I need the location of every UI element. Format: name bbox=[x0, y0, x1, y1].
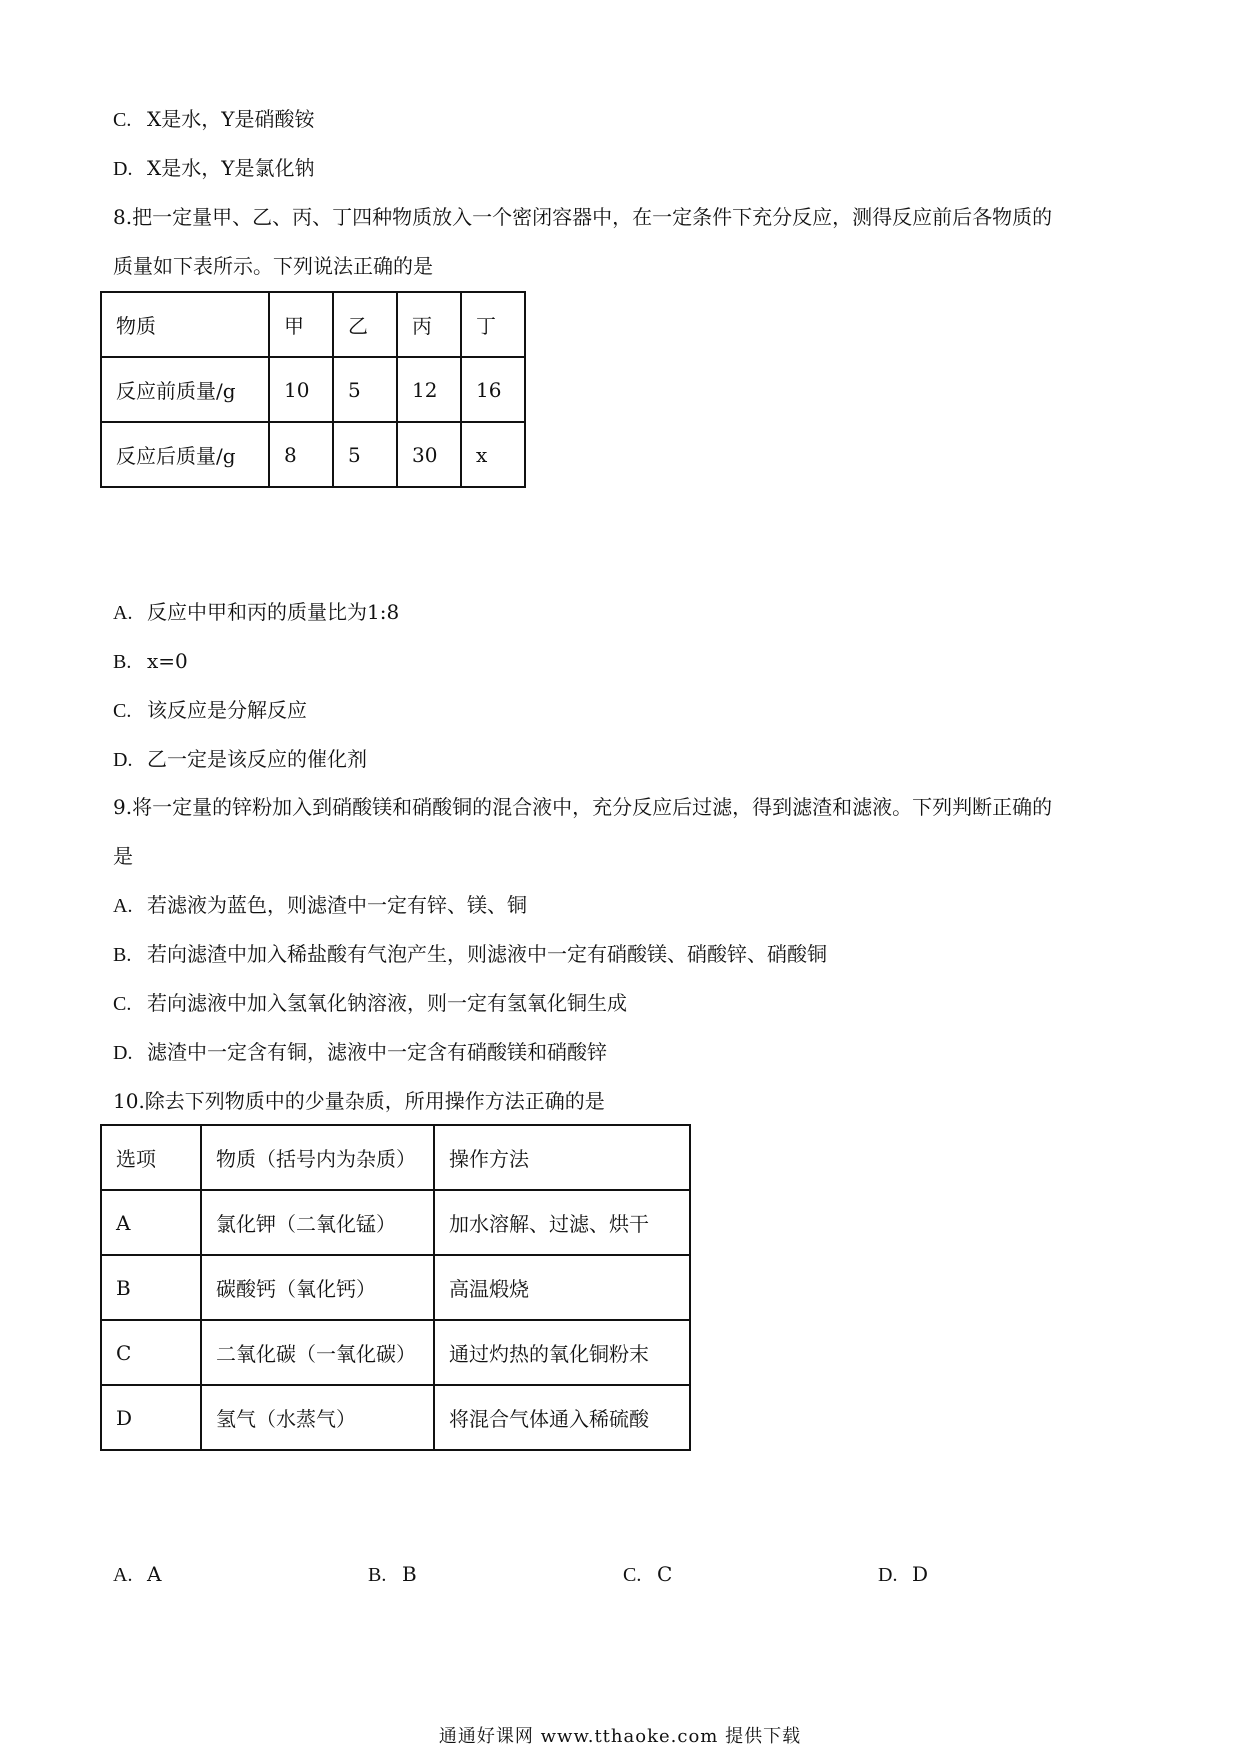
q8-stem-line1: 8.把一定量甲、乙、丙、丁四种物质放入一个密闭容器中，在一定条件下充分反应，测得反应前后各物质的 bbox=[113, 205, 1053, 229]
table-cell: 10 bbox=[269, 357, 333, 422]
q8-option-a bbox=[113, 598, 399, 627]
option-letter: A. bbox=[113, 895, 133, 917]
option-text: 该反应是分解反应 bbox=[147, 698, 307, 722]
table-cell: 16 bbox=[461, 357, 525, 422]
q8-option-b bbox=[113, 647, 188, 676]
table-cell: 5 bbox=[333, 357, 397, 422]
q10-choice-a bbox=[113, 1562, 161, 1587]
option-d-prev bbox=[113, 154, 314, 183]
table-cell: x bbox=[461, 422, 525, 487]
option-letter: C. bbox=[623, 1564, 642, 1586]
q10-choice-b bbox=[368, 1562, 417, 1587]
option-letter: B. bbox=[368, 1564, 387, 1586]
option-text: 若向滤渣中加入稀盐酸有气泡产生，则滤液中一定有硝酸镁、硝酸锌、硝酸铜 bbox=[147, 942, 827, 966]
option-letter: C. bbox=[113, 700, 132, 722]
q9-option-a bbox=[113, 891, 527, 920]
table-cell: 选项 bbox=[101, 1125, 201, 1190]
option-text: 若向滤液中加入氢氧化钠溶液，则一定有氢氧化铜生成 bbox=[147, 991, 627, 1015]
table-cell: 甲 bbox=[269, 292, 333, 357]
option-letter: D. bbox=[878, 1564, 898, 1586]
table-header-row bbox=[101, 292, 525, 357]
table-cell: 丁 bbox=[461, 292, 525, 357]
q9-option-b bbox=[113, 940, 827, 969]
table-cell: 通过灼热的氧化铜粉末 bbox=[434, 1320, 690, 1385]
table-cell: B bbox=[101, 1255, 201, 1320]
q8-stem-line2: 质量如下表所示。下列说法正确的是 bbox=[113, 254, 433, 278]
table-cell: 丙 bbox=[397, 292, 461, 357]
table-row bbox=[101, 1385, 690, 1450]
q8-option-c bbox=[113, 696, 307, 725]
q8-mass-table bbox=[100, 291, 526, 488]
table-cell: 加水溶解、过滤、烘干 bbox=[434, 1190, 690, 1255]
table-cell: D bbox=[101, 1385, 201, 1450]
table-row bbox=[101, 1320, 690, 1385]
page-footer: 通通好课网 www.tthaoke.com 提供下载 bbox=[438, 1726, 802, 1747]
option-letter: B. bbox=[113, 944, 132, 966]
option-letter: C. bbox=[113, 993, 132, 1015]
table-cell: 乙 bbox=[333, 292, 397, 357]
option-letter: D. bbox=[113, 1042, 133, 1064]
option-text: X是水，Y是硝酸铵 bbox=[147, 107, 315, 131]
table-cell: 物质（括号内为杂质） bbox=[201, 1125, 434, 1190]
table-cell: 反应前质量/g bbox=[101, 357, 269, 422]
table-cell: 8 bbox=[269, 422, 333, 487]
q10-choice-d bbox=[878, 1562, 928, 1587]
option-letter: A. bbox=[113, 602, 133, 624]
option-text: 反应中甲和丙的质量比为1:8 bbox=[147, 600, 400, 624]
table-cell: 操作方法 bbox=[434, 1125, 690, 1190]
table-row bbox=[101, 357, 525, 422]
option-c-prev bbox=[113, 105, 314, 134]
table-cell: 将混合气体通入稀硫酸 bbox=[434, 1385, 690, 1450]
option-letter: B. bbox=[113, 651, 132, 673]
option-text: C bbox=[657, 1562, 673, 1586]
option-text: x=0 bbox=[147, 649, 188, 673]
table-cell: 物质 bbox=[101, 292, 269, 357]
option-text: 乙一定是该反应的催化剂 bbox=[147, 747, 367, 771]
option-letter: D. bbox=[113, 158, 133, 180]
table-cell: C bbox=[101, 1320, 201, 1385]
q9-option-d bbox=[113, 1038, 607, 1067]
table-cell: 二氧化碳（一氧化碳） bbox=[201, 1320, 434, 1385]
q8-option-d bbox=[113, 745, 367, 774]
option-letter: A. bbox=[113, 1564, 133, 1586]
table-cell: 12 bbox=[397, 357, 461, 422]
table-cell: 氯化钾（二氧化锰） bbox=[201, 1190, 434, 1255]
table-row bbox=[101, 1190, 690, 1255]
table-cell: 5 bbox=[333, 422, 397, 487]
table-row bbox=[101, 1255, 690, 1320]
option-text: B bbox=[402, 1562, 417, 1586]
q9-stem-line1: 9.将一定量的锌粉加入到硝酸镁和硝酸铜的混合液中，充分反应后过滤，得到滤渣和滤液。下列判断正确的 bbox=[113, 795, 1053, 819]
option-text: A bbox=[147, 1562, 162, 1586]
option-letter: D. bbox=[113, 749, 133, 771]
option-letter: C. bbox=[113, 109, 132, 131]
option-text: D bbox=[912, 1562, 929, 1586]
option-text: 滤渣中一定含有铜，滤液中一定含有硝酸镁和硝酸锌 bbox=[147, 1040, 607, 1064]
q9-stem-line2: 是 bbox=[113, 844, 133, 868]
option-text: X是水，Y是氯化钠 bbox=[147, 156, 315, 180]
option-text: 若滤液为蓝色，则滤渣中一定有锌、镁、铜 bbox=[147, 893, 527, 917]
table-cell: 氢气（水蒸气） bbox=[201, 1385, 434, 1450]
q10-impurity-table bbox=[100, 1124, 691, 1451]
table-cell: A bbox=[101, 1190, 201, 1255]
q10-stem: 10.除去下列物质中的少量杂质，所用操作方法正确的是 bbox=[113, 1089, 605, 1113]
table-cell: 高温煅烧 bbox=[434, 1255, 690, 1320]
table-cell: 30 bbox=[397, 422, 461, 487]
table-cell: 碳酸钙（氧化钙） bbox=[201, 1255, 434, 1320]
table-row bbox=[101, 422, 525, 487]
q10-choice-c bbox=[623, 1562, 672, 1587]
q9-option-c bbox=[113, 989, 627, 1018]
table-cell: 反应后质量/g bbox=[101, 422, 269, 487]
q10-choices bbox=[0, 1562, 1240, 1592]
table-header-row bbox=[101, 1125, 690, 1190]
